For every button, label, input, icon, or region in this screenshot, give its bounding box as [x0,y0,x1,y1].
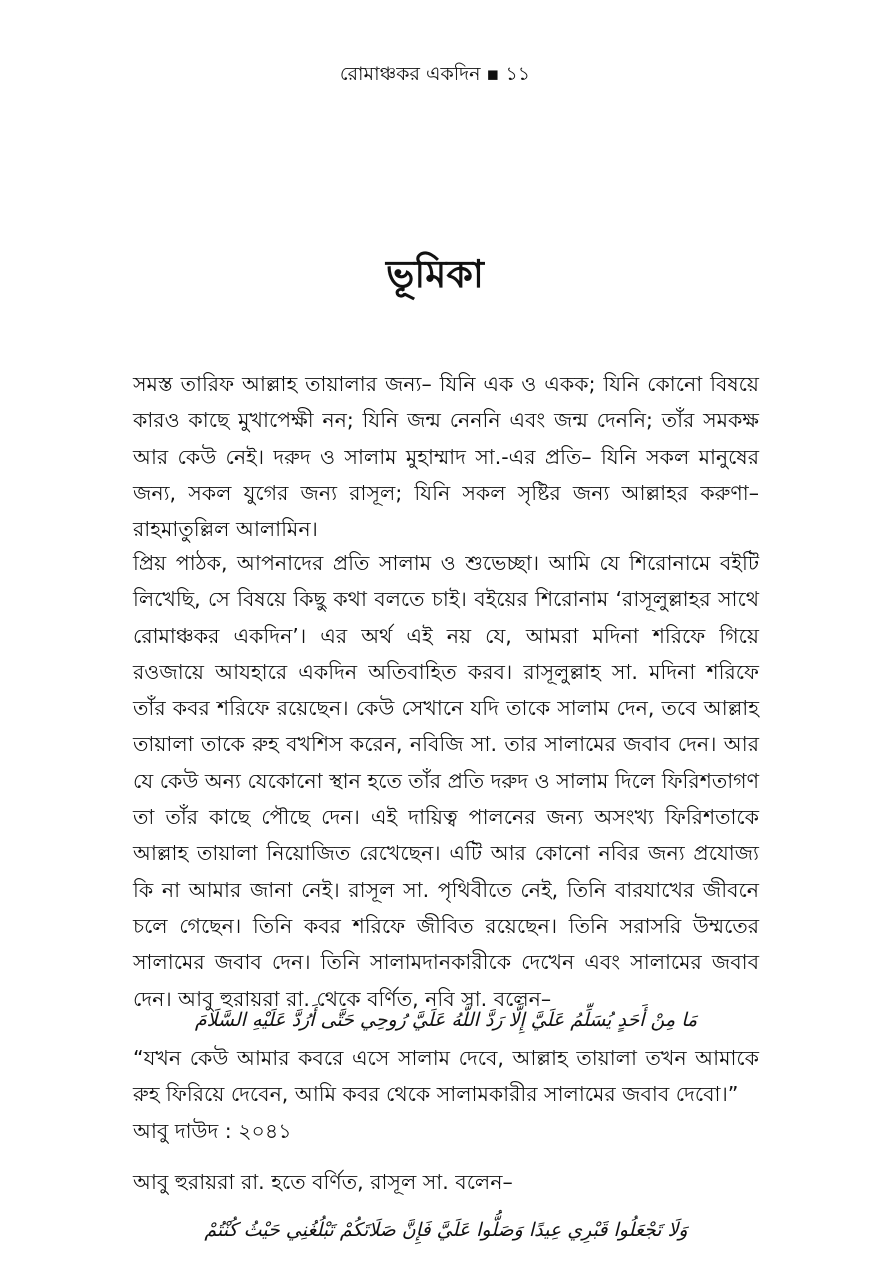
running-head: রোমাঞ্চকর একদিন ▪ ১১ [339,63,531,85]
paragraph-reader-greeting: প্রিয় পাঠক, আপনাদের প্রতি সালাম ও শুভেচ্ছা। আমি যে শিরোনামে বইটি লিখেছি, সে বিষয়ে কিছু কথা বলতে চাই। বইয়ের শিরোনাম ‘রাসূলুল্লাহর সাথে রোমাঞ্চকর একদিন’। এর অর্থ এই নয় যে, আমরা মদিনা শরিফে গিয়ে রওজায়ে আযহারে একদিন অতিবাহিত করব। রাসূলুল্লাহ সা. মদিনা শরিফে তাঁর কবর শরিফে রয়েছেন। কেউ সেখানে যদি তাকে সালাম দেন, তবে আল্লাহ তায়ালা তাকে রুহ বখশিস করেন, নবিজি সা. তার সালামের জবাব দেন। আর যে কেউ অন্য যেকোনো স্থান হতে তাঁর প্রতি দরুদ ও সালাম দিলে ফিরিশতাগণ তা তাঁর কাছে পৌছে দেন। এই দায়িত্ব পালনের জন্য অসংখ্য ফিরিশতাকে আল্লাহ তায়ালা নিয়োজিত রেখেছেন। এটি আর কোনো নবির জন্য প্রযোজ্য কি না আমার জানা নেই। রাসূল সা. পৃথিবীতে নেই, তিনি বারযাখের জীবনে চলে গেছেন। তিনি কবর শরিফে জীবিত রয়েছেন। তিনি সরাসরি উম্মতের সালামের জবাব দেন। তিনি সালামদানকারীকে দেখেন এবং সালামের জবাব দেন। আবু হুরায়রা রা. থেকে বর্ণিত, নবি সা. বলেন– [133,551,759,1011]
hadith-arabic-text: مَا مِنْ أَحَدٍ يُسَلِّمُ عَلَيَّ إِلَّا رَدَّ اللَّهُ عَلَيَّ رُوحِي حَتَّى أَرُدَّ عَلَيْهِ السَّلَامَ [194,1009,698,1031]
paragraph-narration: আবু হুরায়রা রা. হতে বর্ণিত, রাসূল সা. বলেন– [133,1170,513,1194]
chapter-title: ভূমিকা [386,252,484,296]
paragraph-intro: সমস্ত তারিফ আল্লাহ তায়ালার জন্য– যিনি এক ও একক; যিনি কোনো বিষয়ে কারও কাছে মুখাপেক্ষী নন; যিনি জন্ম নেননি এবং জন্ম দেননি; তাঁর সমকক্ষ আর কেউ নেই। দরুদ ও সালাম মুহাম্মাদ সা.-এর প্রতি– যিনি সকল মানুষের জন্য, সকল যুগের জন্য রাসূল; যিনি সকল সৃষ্টির জন্য আল্লাহর করুণা– রাহমাতুল্লিল আলামিন। [133,372,759,542]
hadith-translation: “যখন কেউ আমার কবরে এসে সালাম দেবে, আল্লাহ তায়ালা তখন আমাকে রুহ ফিরিয়ে দেবেন, আমি কবর থেকে সালামকারীর সালামের জবাব দেবো।” [133,1046,759,1107]
hadith-arabic-text-2: وَلَا تَجْعَلُوا قَبْرِي عِيدًا وَصَلُّوا عَلَيَّ فَإِنَّ صَلَاتَكُمْ تَبْلُغُنِي حَيْثُ كُنْتُمْ [204,1219,688,1241]
hadith-source: আবু দাউদ : ২০৪১ [133,1119,292,1143]
